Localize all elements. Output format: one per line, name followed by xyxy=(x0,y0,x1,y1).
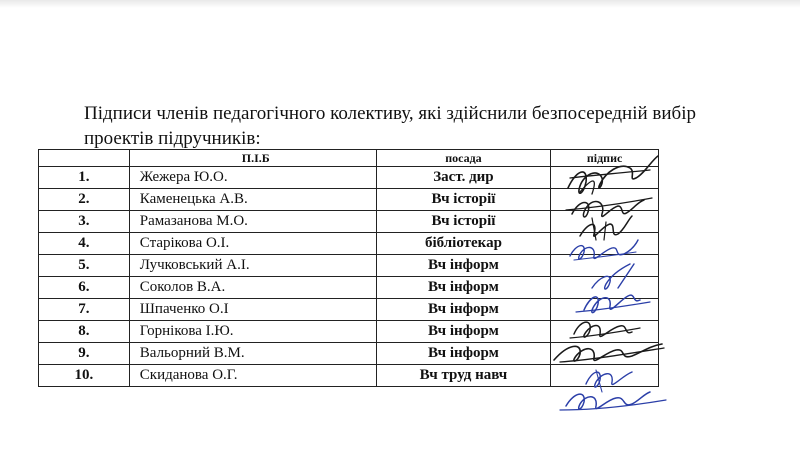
row-name: Рамазанова М.О. xyxy=(129,211,376,233)
row-signature-cell xyxy=(551,277,659,299)
row-position: Вч історії xyxy=(376,211,551,233)
scan-edge-shadow xyxy=(0,0,800,8)
row-number: 5. xyxy=(39,255,130,277)
header-number xyxy=(39,150,130,167)
table-row xyxy=(39,343,659,365)
table-row xyxy=(39,277,659,299)
row-signature-cell xyxy=(551,255,659,277)
table-row xyxy=(39,211,659,233)
row-name: Горнікова І.Ю. xyxy=(129,321,376,343)
header-position: посада xyxy=(376,150,551,167)
row-number: 2. xyxy=(39,189,130,211)
row-position: Вч інформ xyxy=(376,299,551,321)
row-name: Жежера Ю.О. xyxy=(129,167,376,189)
row-number: 10. xyxy=(39,365,130,387)
row-name: Каменецька А.В. xyxy=(129,189,376,211)
row-position: Вч історії xyxy=(376,189,551,211)
row-signature-cell xyxy=(551,189,659,211)
row-name: Шпаченко О.І xyxy=(129,299,376,321)
table-row xyxy=(39,299,659,321)
table-row xyxy=(39,167,659,189)
row-signature-cell xyxy=(551,321,659,343)
row-number: 1. xyxy=(39,167,130,189)
intro-paragraph: Підписи членів педагогічного колективу, які здійснили безпосередній вибір проектів підручників: xyxy=(84,103,696,149)
row-position: Вч інформ xyxy=(376,343,551,365)
header-name: П.І.Б xyxy=(129,150,376,167)
row-number: 9. xyxy=(39,343,130,365)
row-number: 3. xyxy=(39,211,130,233)
header-signature: підпис xyxy=(551,150,659,167)
row-name: Старікова О.І. xyxy=(129,233,376,255)
row-number: 8. xyxy=(39,321,130,343)
row-name: Лучковський А.І. xyxy=(129,255,376,277)
row-position: Вч труд навч xyxy=(376,365,551,387)
row-signature-cell xyxy=(551,343,659,365)
signature-10 xyxy=(566,392,650,409)
table-row xyxy=(39,233,659,255)
row-position: бібліотекар xyxy=(376,233,551,255)
signatures-table xyxy=(38,149,659,387)
row-name: Соколов В.А. xyxy=(129,277,376,299)
row-position: Вч інформ xyxy=(376,321,551,343)
table-row xyxy=(39,255,659,277)
row-name: Вальорний В.М. xyxy=(129,343,376,365)
row-position: Заст. дир xyxy=(376,167,551,189)
row-signature-cell xyxy=(551,299,659,321)
row-position: Вч інформ xyxy=(376,255,551,277)
table-row xyxy=(39,365,659,387)
table-row xyxy=(39,321,659,343)
row-position: Вч інформ xyxy=(376,277,551,299)
row-signature-cell xyxy=(551,211,659,233)
row-name: Скиданова О.Г. xyxy=(129,365,376,387)
row-signature-cell xyxy=(551,233,659,255)
table-row xyxy=(39,189,659,211)
table-header-row xyxy=(39,150,659,167)
row-signature-cell xyxy=(551,365,659,387)
row-number: 6. xyxy=(39,277,130,299)
row-signature-cell xyxy=(551,167,659,189)
row-number: 4. xyxy=(39,233,130,255)
row-number: 7. xyxy=(39,299,130,321)
